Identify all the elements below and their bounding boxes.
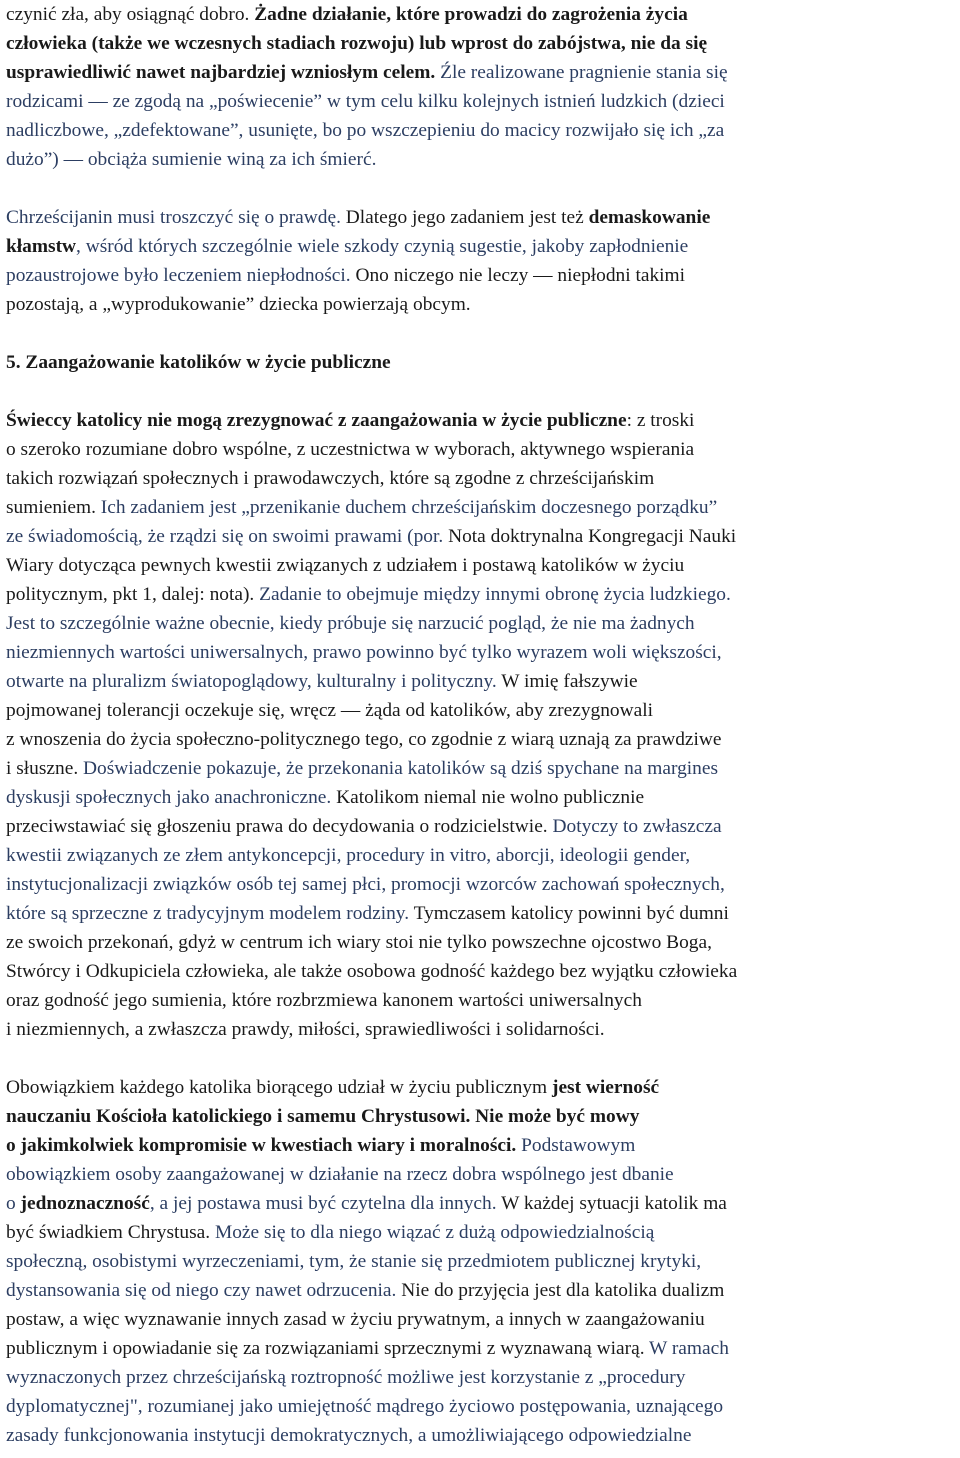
- text-line: [6, 1276, 952, 1305]
- text-run: W imię fałszywie: [496, 671, 638, 692]
- text-line: człowieka (także we wczesnych stadiach rozwoju) lub wprost do zabójstwa, nie da się: [6, 33, 708, 54]
- text-line: pojmowanej tolerancji oczekuje się, wręcz — żąda od katolików, aby zrezygnowali: [6, 700, 653, 721]
- text-line: [6, 899, 952, 928]
- text-run: ze świadomością, że rządzi się on swoimi prawami (por.: [6, 526, 444, 547]
- text-line: [6, 1189, 952, 1218]
- bold-run: o jakimkolwiek kompromisie w kwestiach wiary i moralności.: [6, 1135, 517, 1156]
- text-line: zasady funkcjonowania instytucji demokratycznych, a umożliwiającego odpowiedzialne: [6, 1425, 692, 1446]
- text-line: [6, 203, 952, 232]
- text-line: [6, 1218, 952, 1247]
- text-line: postaw, a więc wyznawanie innych zasad w życiu prywatnym, a innych w zaangażowaniu: [6, 1309, 705, 1330]
- text-line: z wnoszenia do życia społeczno-politycznego tego, co zgodnie z wiarą uznają za prawdziwe: [6, 729, 722, 750]
- text-line: oraz godność jego sumienia, które rozbrzmiewa kanonem wartości uniwersalnych: [6, 990, 642, 1011]
- text-run: dystansowania się od niego czy nawet odrzucenia.: [6, 1280, 397, 1301]
- text-run: Ich zadaniem jest „przenikanie duchem chrześcijańskim doczesnego porządku”: [95, 497, 718, 518]
- paragraph-3: [6, 406, 952, 1044]
- text-line: [6, 1131, 952, 1160]
- text-line: [6, 580, 952, 609]
- text-line: [6, 406, 952, 435]
- bold-run: kłamstw: [6, 236, 77, 257]
- text-run: przeciwstawiać się głoszeniu prawa do decydowania o rodzicielstwie.: [6, 816, 548, 837]
- text-line: [6, 667, 952, 696]
- bold-run: Żadne działanie, które prowadzi do zagrożenia życia: [254, 4, 688, 25]
- text-run: być świadkiem Chrystusa.: [6, 1222, 211, 1243]
- text-line: o szeroko rozumiane dobro wspólne, z uczestnictwa w wyborach, aktywnego wspierania: [6, 439, 695, 460]
- text-line: wyznaczonych przez chrześcijańską roztropność możliwe jest korzystanie z „procedury: [6, 1367, 686, 1388]
- paragraph-2: [6, 203, 952, 319]
- section-heading: 5. Zaangażowanie katolików w życie publiczne: [6, 352, 391, 373]
- bold-run: jest wierność: [551, 1077, 660, 1098]
- text-run: czynić zła, aby osiągnąć dobro.: [6, 4, 255, 25]
- text-run: , wśród których szczególnie wiele szkody czynią sugestie, jakoby zapłodnienie: [76, 236, 689, 257]
- text-run: Chrześcijanin musi troszczyć się o prawdę.: [6, 207, 341, 228]
- text-run: Zadanie to obejmuje między innymi obronę życia ludzkiego.: [254, 584, 731, 605]
- text-line: kwestii związanych ze złem antykoncepcji, procedury in vitro, aborcji, ideologii gender,: [6, 845, 691, 866]
- text-line: [6, 1334, 952, 1363]
- paragraph-gap: [6, 377, 952, 406]
- text-run: dyskusji społecznych jako anachroniczne.: [6, 787, 332, 808]
- text-run: i słuszne.: [6, 758, 79, 779]
- text-run: sumieniem.: [6, 497, 96, 518]
- text-run: pozaustrojowe było leczeniem niepłodności.: [6, 265, 351, 286]
- text-line: [6, 783, 952, 812]
- text-run: : z troski: [626, 410, 695, 431]
- paragraph-gap: [6, 174, 952, 203]
- text-run: W ramach: [644, 1338, 729, 1359]
- text-run: Może się to dla niego wiązać z dużą odpowiedzialnością: [210, 1222, 655, 1243]
- text-line: Stwórcy i Odkupiciela człowieka, ale także osobowa godność każdego bez wyjątku człowieka: [6, 961, 738, 982]
- text-line: nadliczbowe, „zdefektowane”, usunięte, bo po wszczepieniu do macicy rozwijało się ich „za: [6, 120, 725, 141]
- bold-run: Świeccy katolicy nie mogą zrezygnować z zaangażowania w życie publiczne: [6, 410, 627, 431]
- text-run: Źle realizowane pragnienie stania się: [435, 62, 728, 83]
- text-line: społeczną, osobistymi wyrzeczeniami, tym, że stanie się przedmiotem publicznej krytyki,: [6, 1251, 702, 1272]
- text-line: [6, 493, 952, 522]
- text-run: otwarte na pluralizm światopoglądowy, kulturalny i polityczny.: [6, 671, 497, 692]
- text-line: instytucjonalizacji związków osób tej samej płci, promocji wzorców zachowań społecznych,: [6, 874, 725, 895]
- text-run: , a jej postawa musi być czytelna dla innych.: [149, 1193, 497, 1214]
- paragraph-gap: [6, 319, 952, 348]
- text-line: [6, 232, 952, 261]
- text-run: Dotyczy to zwłaszcza: [547, 816, 722, 837]
- text-run: Obowiązkiem każdego katolika biorącego udział w życiu publicznym: [6, 1077, 552, 1098]
- text-run: Podstawowym: [516, 1135, 636, 1156]
- text-run: które są sprzeczne z tradycyjnym modelem rodziny.: [6, 903, 410, 924]
- text-run: Ono niczego nie leczy — niepłodni takimi: [350, 265, 686, 286]
- text-run: Nie do przyjęcia jest dla katolika dualizm: [396, 1280, 725, 1301]
- text-line: Wiary dotycząca pewnych kwestii związanych z udziałem i postawą katolików w życiu: [6, 555, 685, 576]
- text-line: niezmiennych wartości uniwersalnych, prawo powinno być tylko wyrazem woli większości,: [6, 642, 722, 663]
- paragraph-4: [6, 1073, 952, 1450]
- text-run: Katolikom niemal nie wolno publicznie: [331, 787, 645, 808]
- text-line: [6, 522, 952, 551]
- text-line: i niezmiennych, a zwłaszcza prawdy, miłości, sprawiedliwości i solidarności.: [6, 1019, 605, 1040]
- text-line: takich rozwiązań społecznych i prawodawczych, które są zgodne z chrześcijańskim: [6, 468, 655, 489]
- text-run: publicznym i opowiadanie się za rozwiązaniami sprzecznymi z wyznawaną wiarą.: [6, 1338, 645, 1359]
- text-line: dużo”) — obciąża sumienie winą za ich śmierć.: [6, 149, 377, 170]
- text-line: ze swoich przekonań, gdyż w centrum ich wiary stoi nie tylko powszechne ojcostwo Boga,: [6, 932, 712, 953]
- text-run: politycznym, pkt 1, dalej: nota).: [6, 584, 255, 605]
- bold-run: jednoznaczność: [20, 1193, 150, 1214]
- text-line: rodzicami — ze zgodą na „poświecenie” w tym celu kilku kolejnych istnień ludzkich (dzieci: [6, 91, 725, 112]
- bold-run: Nie może być mowy: [470, 1106, 640, 1127]
- text-run: o: [6, 1193, 21, 1214]
- text-line: [6, 1102, 952, 1131]
- text-line: dyplomatycznej", rozumianej jako umiejętność mądrego życiowo postępowania, uznającego: [6, 1396, 724, 1417]
- text-line: obowiązkiem osoby zaangażowanej w działanie na rzecz dobra wspólnego jest dbanie: [6, 1164, 674, 1185]
- paragraph-1: [6, 0, 952, 174]
- text-line: [6, 754, 952, 783]
- text-run: Tymczasem katolicy powinni być dumni: [409, 903, 729, 924]
- bold-run: demaskowanie: [588, 207, 711, 228]
- text-run: Nota doktrynalna Kongregacji Nauki: [443, 526, 737, 547]
- text-run: Dlatego jego zadaniem jest też: [340, 207, 589, 228]
- text-line: [6, 812, 952, 841]
- paragraph-gap: [6, 1044, 952, 1073]
- text-run: W każdej sytuacji katolik ma: [496, 1193, 727, 1214]
- text-line: [6, 1073, 952, 1102]
- bold-run: nauczaniu Kościoła katolickiego i samemu Chrystusowi.: [6, 1106, 471, 1127]
- text-line: [6, 261, 952, 290]
- text-line: [6, 58, 952, 87]
- text-line: pozostają, a „wyprodukowanie” dziecka powierzają obcym.: [6, 294, 471, 315]
- text-line: Jest to szczególnie ważne obecnie, kiedy próbuje się narzucić pogląd, że nie ma żadnych: [6, 613, 695, 634]
- bold-run: usprawiedliwić nawet najbardziej wzniosłym celem.: [6, 62, 436, 83]
- text-run: Doświadczenie pokazuje, że przekonania katolików są dziś spychane na margines: [78, 758, 719, 779]
- text-line: [6, 0, 952, 29]
